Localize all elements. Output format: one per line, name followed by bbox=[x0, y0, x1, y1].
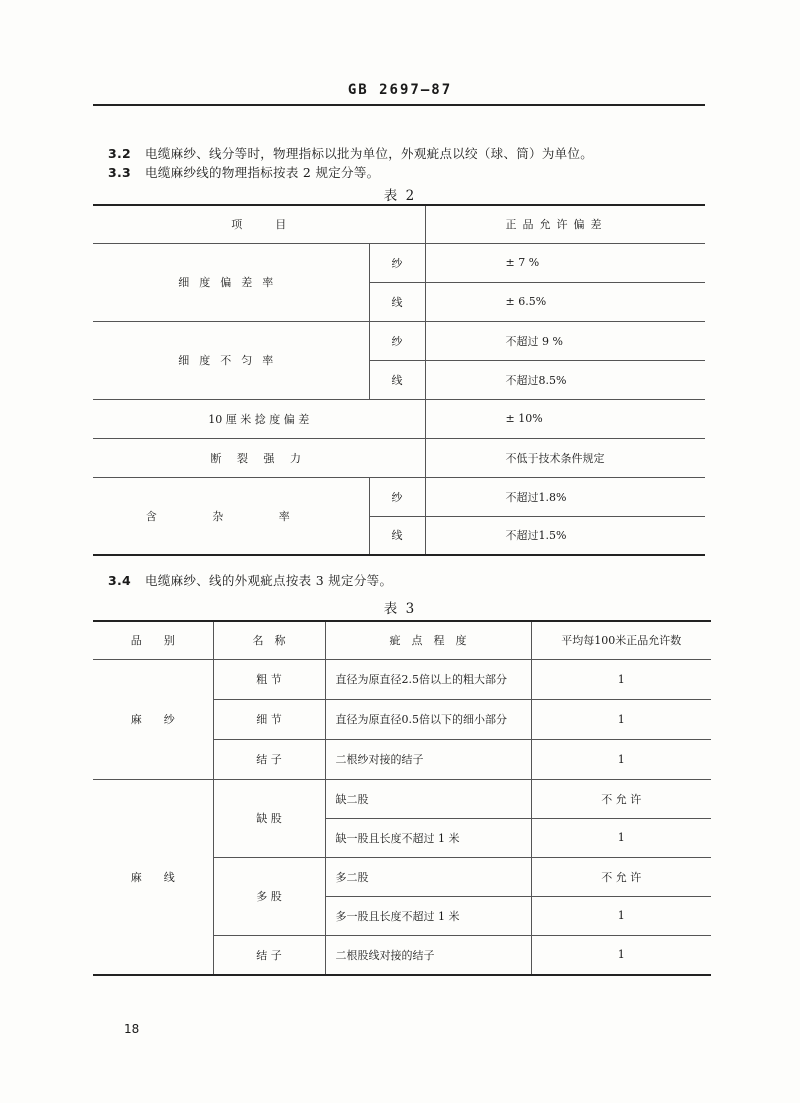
category-label: 麻 线 bbox=[93, 779, 213, 975]
allowed-count: 1 bbox=[531, 659, 711, 699]
sub-label: 纱 bbox=[369, 477, 425, 516]
defect-degree: 二根纱对接的结子 bbox=[325, 739, 531, 779]
table-row bbox=[93, 659, 711, 699]
cell-value: 不低于技术条件规定 bbox=[425, 438, 705, 477]
row-label: 含 杂 率 bbox=[93, 477, 369, 555]
standard-code: GB 2697—87 bbox=[347, 82, 453, 98]
sub-label: 线 bbox=[369, 360, 425, 399]
row-label: 细度偏差率 bbox=[93, 243, 369, 321]
paragraph-text: 电缆麻纱、线分等时，物理指标以批为单位，外观疵点以绞（球、筒）为单位。 bbox=[145, 146, 594, 161]
header-name: 名 称 bbox=[213, 621, 325, 659]
row-label: 10 厘 米 捻 度 偏 差 bbox=[93, 399, 425, 438]
paragraph-3-2 bbox=[108, 144, 593, 162]
paragraph-3-3 bbox=[108, 163, 379, 181]
defect-degree: 缺一股且长度不超过 1 米 bbox=[325, 818, 531, 857]
page-number: 18 bbox=[124, 1022, 140, 1036]
allowed-count: 1 bbox=[531, 896, 711, 935]
row-label: 细度不匀率 bbox=[93, 321, 369, 399]
cell-value: ± 7 % bbox=[425, 243, 705, 282]
table-3 bbox=[93, 620, 711, 976]
defect-degree: 多一股且长度不超过 1 米 bbox=[325, 896, 531, 935]
allowed-count: 不 允 许 bbox=[531, 857, 711, 896]
defect-name: 粗 节 bbox=[213, 659, 325, 699]
allowed-count: 1 bbox=[531, 818, 711, 857]
defect-degree: 二根股线对接的结子 bbox=[325, 935, 531, 975]
sub-label: 纱 bbox=[369, 243, 425, 282]
section-number: 3.4 bbox=[108, 573, 132, 588]
allowed-count: 1 bbox=[531, 739, 711, 779]
table-3-caption: 表 3 bbox=[383, 601, 417, 617]
table-row bbox=[93, 399, 705, 438]
defect-degree: 直径为原直径0.5倍以下的细小部分 bbox=[325, 699, 531, 739]
table-2-caption: 表 2 bbox=[383, 188, 417, 204]
allowed-count: 不 允 许 bbox=[531, 779, 711, 818]
table-row bbox=[93, 779, 711, 818]
header-item: 项 目 bbox=[93, 205, 425, 243]
paragraph-text: 电缆麻纱、线的外观疵点按表 3 规定分等。 bbox=[145, 573, 393, 588]
defect-degree: 多二股 bbox=[325, 857, 531, 896]
defect-name: 多 股 bbox=[213, 857, 325, 935]
sub-label: 线 bbox=[369, 516, 425, 555]
header-tolerance: 正品允许偏差 bbox=[425, 205, 705, 243]
sub-label: 纱 bbox=[369, 321, 425, 360]
header-rule bbox=[93, 104, 705, 106]
allowed-count: 1 bbox=[531, 935, 711, 975]
header-degree: 疵 点 程 度 bbox=[325, 621, 531, 659]
defect-name: 结 子 bbox=[213, 739, 325, 779]
section-number: 3.3 bbox=[108, 165, 132, 180]
defect-name: 细 节 bbox=[213, 699, 325, 739]
table-row bbox=[93, 321, 705, 360]
table-row bbox=[93, 621, 711, 659]
header-allowed: 平均每100米正品允许数 bbox=[531, 621, 711, 659]
paragraph-text: 电缆麻纱线的物理指标按表 2 规定分等。 bbox=[145, 165, 380, 180]
section-number: 3.2 bbox=[108, 146, 132, 161]
cell-value: ± 10% bbox=[425, 399, 705, 438]
defect-name: 缺 股 bbox=[213, 779, 325, 857]
cell-value: 不超过1.8% bbox=[425, 477, 705, 516]
defect-name: 结 子 bbox=[213, 935, 325, 975]
cell-value: 不超过8.5% bbox=[425, 360, 705, 399]
table-2 bbox=[93, 204, 705, 556]
header-category: 品 别 bbox=[93, 621, 213, 659]
cell-value: 不超过 9 % bbox=[425, 321, 705, 360]
table-row bbox=[93, 205, 705, 243]
sub-label: 线 bbox=[369, 282, 425, 321]
category-label: 麻 纱 bbox=[93, 659, 213, 779]
paragraph-3-4 bbox=[108, 571, 392, 589]
table-row bbox=[93, 438, 705, 477]
defect-degree: 直径为原直径2.5倍以上的粗大部分 bbox=[325, 659, 531, 699]
defect-degree: 缺二股 bbox=[325, 779, 531, 818]
cell-value: 不超过1.5% bbox=[425, 516, 705, 555]
table-row bbox=[93, 243, 705, 282]
table-row bbox=[93, 477, 705, 516]
allowed-count: 1 bbox=[531, 699, 711, 739]
row-label: 断 裂 强 力 bbox=[93, 438, 425, 477]
cell-value: ± 6.5% bbox=[425, 282, 705, 321]
